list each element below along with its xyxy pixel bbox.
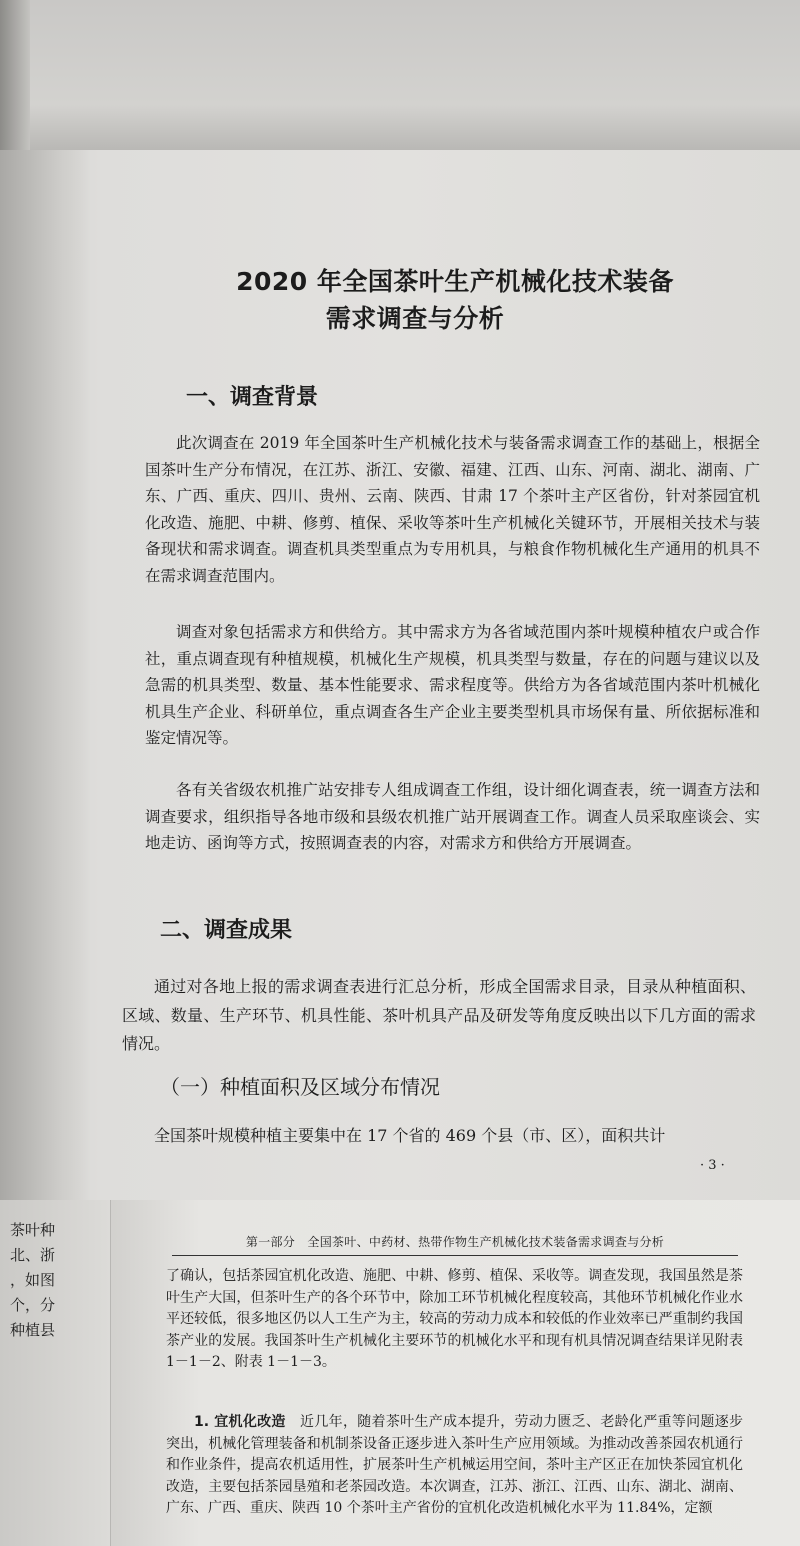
previous-page-photo-area (0, 0, 800, 150)
subsection-heading-planting-area: （一）种植面积及区域分布情况 (160, 1075, 440, 1099)
paragraph-survey-method: 各有关省级农机推广站安排专人组成调查工作组，设计细化调查表，统一调查方法和调查要求，组织指导各地市级和县级农机推广站开展调查工作。调查人员采取座谈会、实地走访、函询等方式，按照调查表的内容，对需求方和供给方开展调查。 (145, 781, 760, 852)
paragraph-planting-area: 全国茶叶规模种植主要集中在 17 个省的 469 个县（市、区），面积共计 (154, 1126, 666, 1145)
document-title-line2: 需求调查与分析 (325, 304, 505, 333)
numbered-item-title: 1. 宜机化改造 (194, 1414, 286, 1430)
page-number: · 3 · (700, 1158, 725, 1173)
page-shadow (0, 0, 30, 150)
running-head: 第一部分 全国茶叶、中药材、热带作物生产机械化技术装备需求调查与分析 (172, 1233, 738, 1256)
section-heading-background: 一、调查背景 (186, 385, 319, 410)
paragraph-survey-subjects: 调查对象包括需求方和供给方。其中需求方为各省域范围内茶叶规模种植农户或合作社，重点调查现有种植规模，机械化生产规模，机具类型与数量，存在的问题与建议以及急需的机具类型、数量、基本性能要求、需求程度等。供给方为各省域范围内茶叶机械化机具生产企业、科研单位，重点调查各生产企业主要类型机具市场保有量、所依据标准和鉴定情况等。 (145, 623, 760, 747)
document-title-line1: 2020 年全国茶叶生产机械化技术装备 (236, 267, 674, 296)
fragment-line: ，如图 (10, 1271, 56, 1289)
paragraph-survey-findings: 了确认，包括茶园宜机化改造、施肥、中耕、修剪、植保、采收等。调查发现，我国虽然是茶叶生产大国，但茶叶生产的各个环节中，除加工环节机械化程度较高，其他环节机械化作业水平还较低，很多地区仍以人工生产为主，较高的劳动力成本和较低的作业效率已严重制约我国茶产业的发展。我国茶叶生产机械化主要环节的机械化水平和现有机具情况调查结果详见附表 1－1－2、附表 1－1－3。 (166, 1268, 743, 1370)
paragraph-results-intro: 通过对各地上报的需求调查表进行汇总分析，形成全国需求目录，目录从种植面积、区域、数量、生产环节、机具性能、茶叶机具产品及研发等角度反映出以下几方面的需求情况。 (122, 977, 756, 1053)
fragment-line: 茶叶种 (10, 1221, 56, 1239)
fragment-line: 北、浙 (10, 1246, 56, 1264)
paragraph-land-preparation (166, 1412, 743, 1520)
fragment-line: 种植县 (10, 1321, 56, 1339)
numbered-item-body: 近几年，随着茶叶生产成本提升，劳动力匮乏、老龄化严重等问题逐步突出，机械化管理装备和机制茶设备正逐步进入茶叶生产应用领域。为推动改善茶园农机通行和作业条件，提高农机适用性，扩展茶叶生产机械运用空间，茶叶主产区正在加快茶园宜机化改造，主要包括茶园垦殖和老茶园改造。本次调查，江苏、浙江、江西、山东、湖北、湖南、广东、广西、重庆、陕西 10 个茶叶主产省份的宜机化改造机械化水平为 11.84%，定额 (166, 1414, 744, 1516)
fragment-line: 个，分 (10, 1296, 56, 1314)
section-heading-results: 二、调查成果 (160, 918, 293, 943)
paragraph-survey-scope: 此次调查在 2019 年全国茶叶生产机械化技术与装备需求调查工作的基础上，根据全国茶叶生产分布情况，在江苏、浙江、安徽、福建、江西、山东、河南、湖北、湖南、广东、广西、重庆、四川、贵州、云南、陕西、甘肃 17 个茶叶主产区省份，针对茶园宜机化改造、施肥、中耕、修剪、植保、采收等茶叶生产机械化关键环节，开展相关技术与装备现状和需求调查。调查机具类型重点为专用机具，与粮食作物机械化生产通用的机具不在需求调查范围内。 (145, 434, 760, 585)
facing-page-text-fragment (10, 1218, 105, 1343)
